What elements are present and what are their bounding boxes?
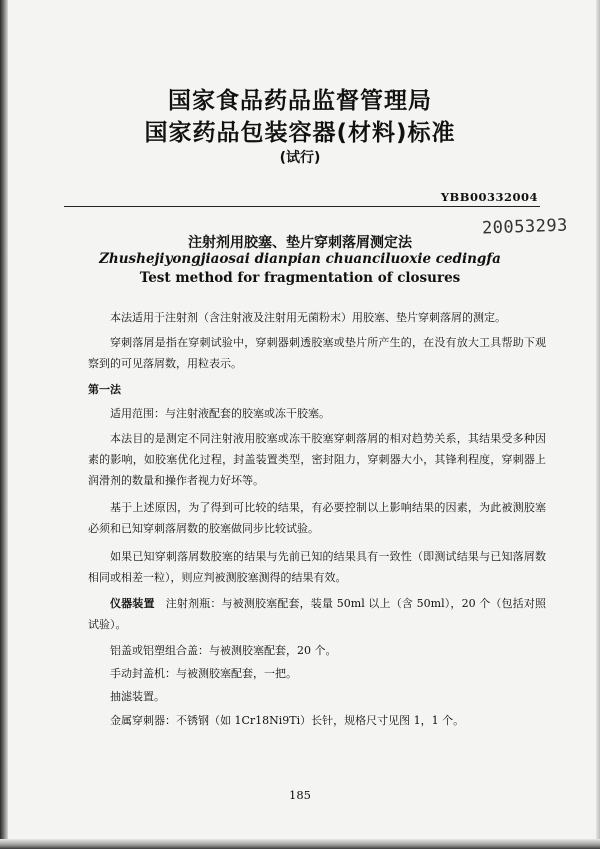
standard-code: YBB00332004 [440, 190, 538, 204]
trial-label: (试行) [279, 150, 321, 166]
handwritten-stamp-number: 20053293 [481, 215, 569, 239]
method-title-english: Test method for fragmentation of closures [139, 270, 461, 286]
method-title-pinyin: Zhushejiyongjiaosai dianpian chuanciluoxie cedingfa [99, 251, 501, 267]
header-rule [64, 206, 540, 207]
apparatus-text: 注射剂瓶：与被测胶塞配套，装量 50ml 以上（含 50ml），20 个（包括对照试验）。 [88, 597, 546, 631]
paragraph-needle: 金属穿刺器：不锈钢（如 1Cr18Ni9Ti）长针，规格尺寸见图 1，1 个。 [110, 714, 465, 727]
paragraph-definition: 穿刺落屑是指在穿刺试验中，穿刺器刺透胶塞或垫片所产生的，在没有放大工具帮助下观察到的可见落屑数，用粒表示。 [88, 336, 546, 370]
paragraph-scope: 本法适用于注射剂（含注射液及注射用无菌粉末）用胶塞、垫片穿刺落屑的测定。 [110, 311, 506, 324]
scan-edge-bottom [0, 839, 600, 849]
paragraph-caps: 铝盖或铝塑组合盖：与被测胶塞配套，20 个。 [110, 644, 337, 657]
paragraph-purpose: 本法目的是测定不同注射液用胶塞或冻干胶塞穿刺落屑的相对趋势关系，其结果受多种因素的影响，如胶塞优化过程，封盖装置类型，密封阻力，穿刺器大小，其锋利程度，穿刺器上润滑剂的数量和操作者视力好坏等。 [88, 432, 546, 487]
paragraph-applicability: 适用范围：与注射液配套的胶塞或冻干胶塞。 [110, 407, 330, 420]
standard-series-title: 国家药品包装容器(材料)标准 [144, 120, 456, 146]
section-heading-method-1: 第一法 [88, 383, 121, 396]
agency-title: 国家食品药品监督管理局 [168, 88, 432, 114]
apparatus-heading: 仪器装置 [110, 597, 155, 610]
page-number: 185 [289, 788, 311, 802]
paragraph-rationale: 基于上述原因，为了得到可比较的结果，有必要控制以上影响结果的因素，为此被测胶塞必须和已知穿刺落屑数的胶塞做同步比较试验。 [88, 501, 546, 535]
method-title-chinese: 注射剂用胶塞、垫片穿刺落屑测定法 [188, 235, 412, 251]
paragraph-apparatus [88, 593, 546, 635]
paragraph-capper: 手动封盖机：与被测胶塞配套，一把。 [110, 667, 297, 680]
paragraph-validity: 如果已知穿刺落屑数胶塞的结果与先前已知的结果具有一致性（即测试结果与已知落屑数相同或相差一粒），则应判被测胶塞测得的结果有效。 [88, 550, 546, 584]
paragraph-filtration: 抽滤装置。 [110, 690, 165, 703]
